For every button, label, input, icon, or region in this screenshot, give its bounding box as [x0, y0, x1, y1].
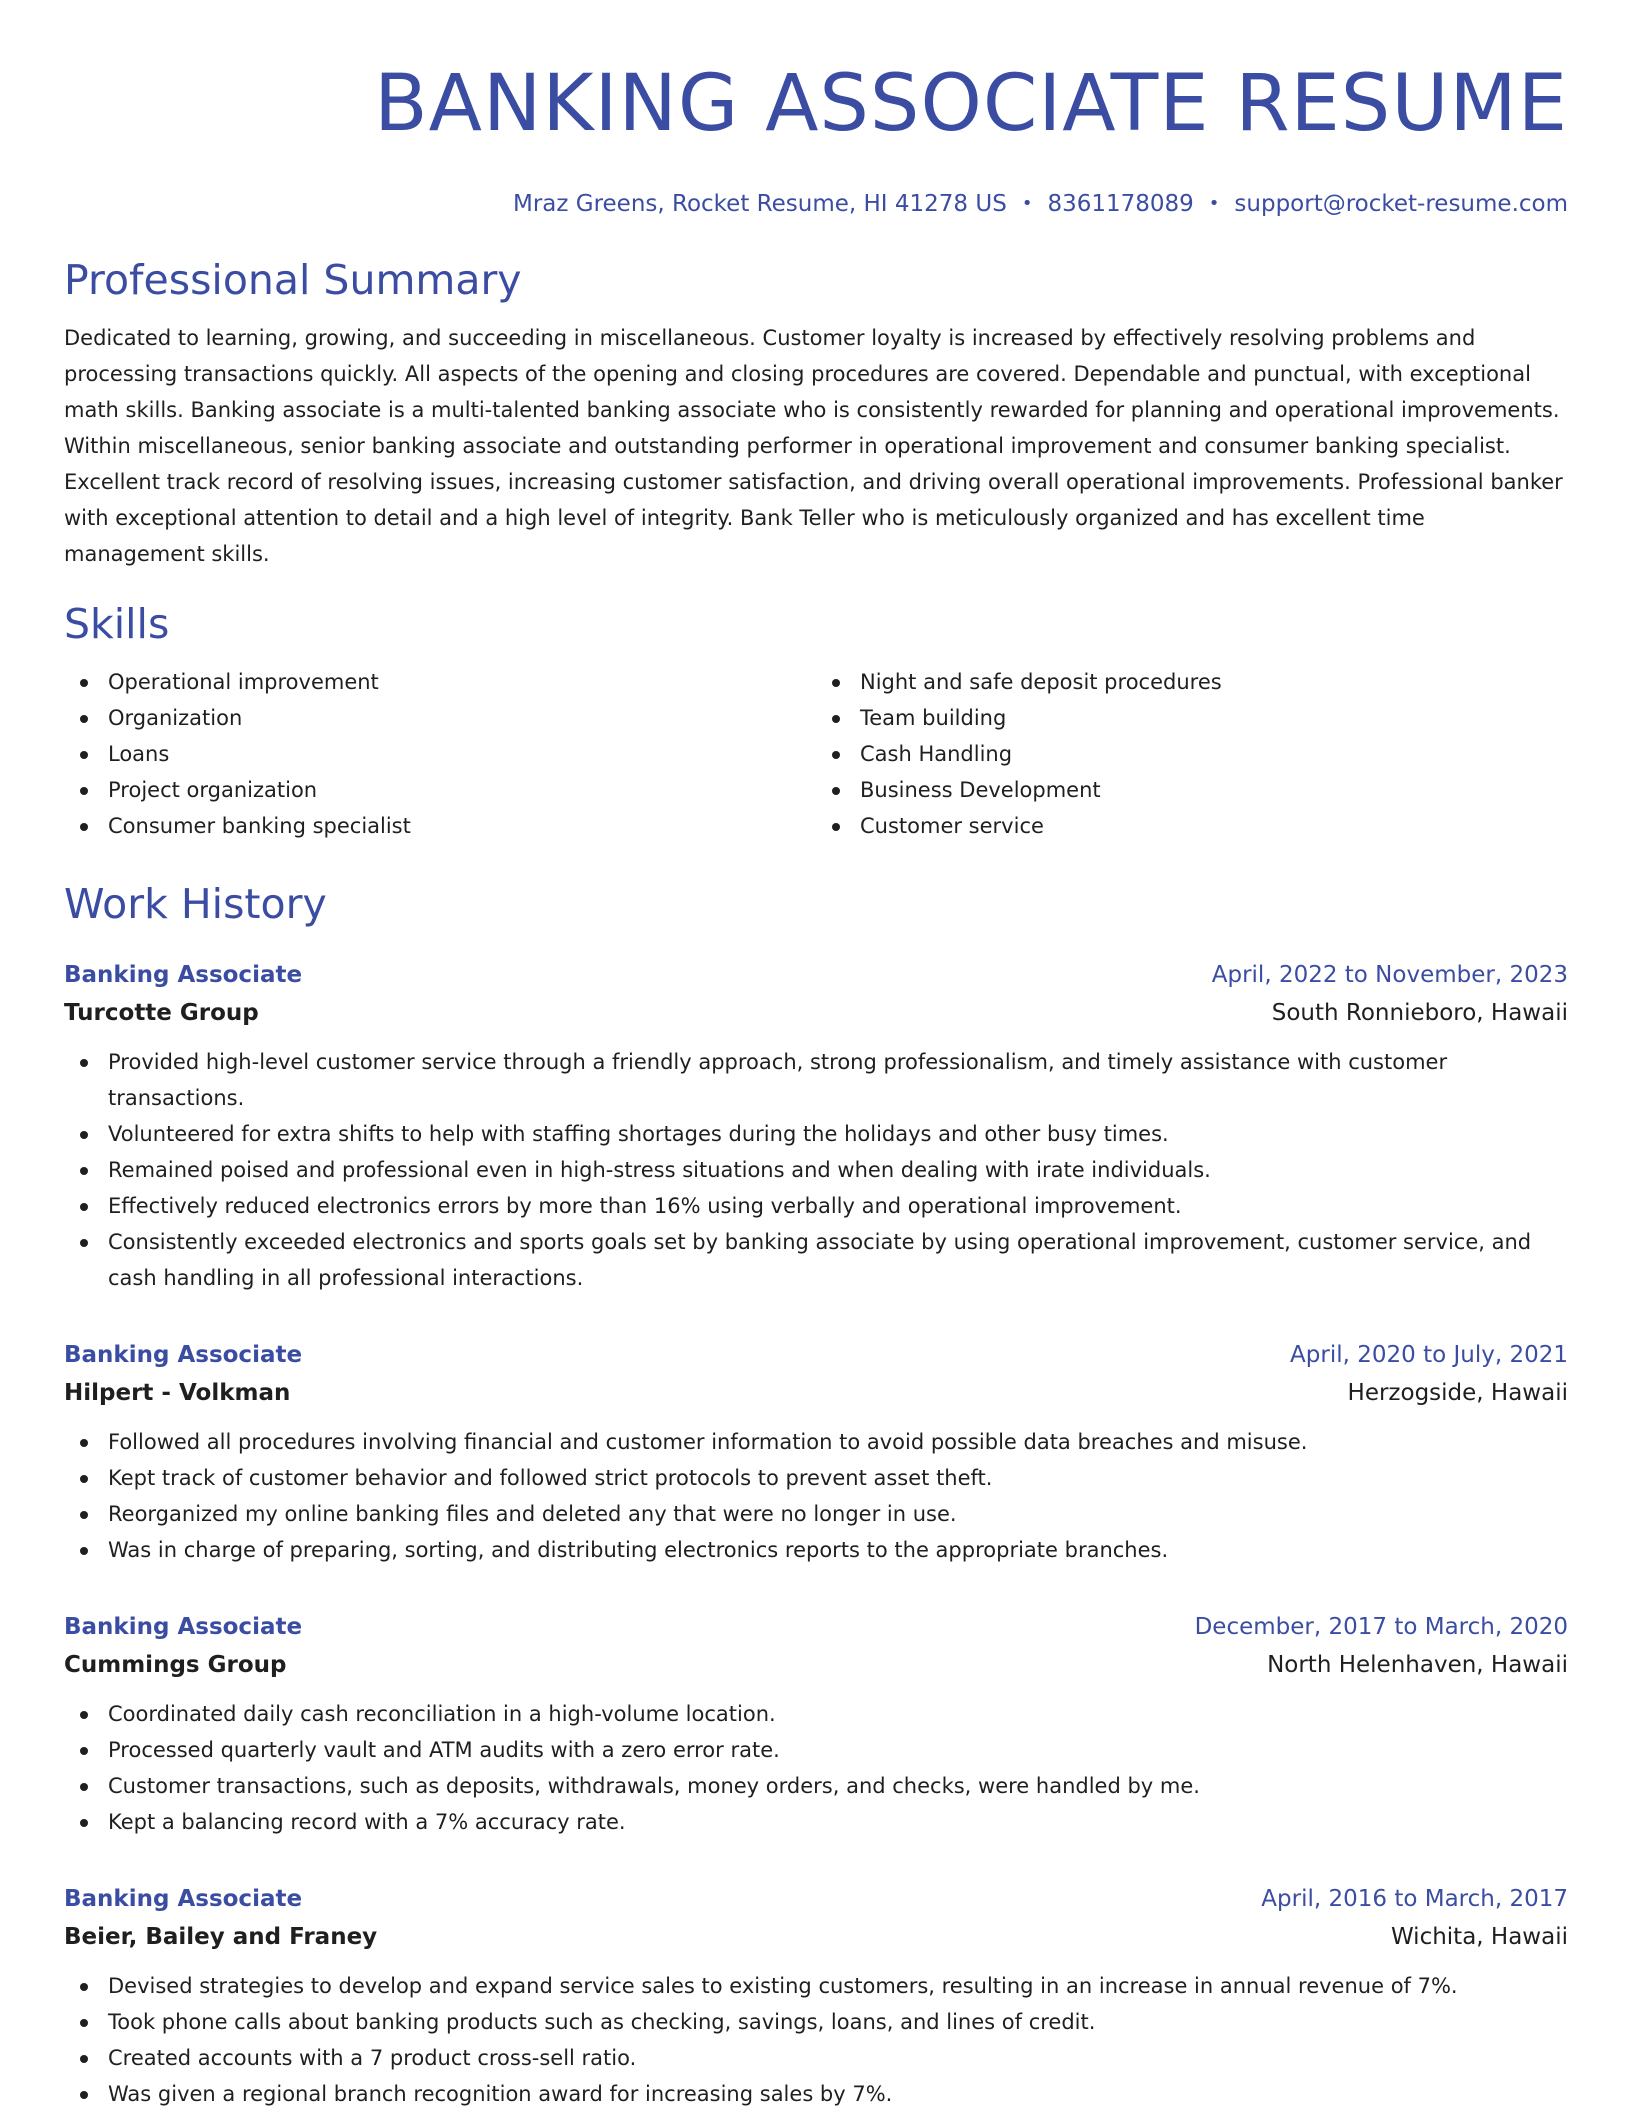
summary-text: Dedicated to learning, growing, and succeeding in miscellaneous. Customer loyalty is increased by effectively resolving problems and processing transactions quickly. All aspects of the opening and closing procedures are covered. Dependable and punctual, with exceptional math skills. Banking associate is a multi-talented banking associate who is consistently rewarded for planning and operational improvements. Within miscellaneous, senior banking associate and outstanding performer in operational improvement and consumer banking specialist. Excellent track record of resolving issues, increasing customer satisfaction, and driving overall operational improvements. Professional banker with exceptional attention to detail and a high level of integrity. Bank Teller who is meticulously organized and has excellent time management skills.	[64, 326, 1563, 566]
job-bullet: Processed quarterly vault and ATM audits with a zero error rate.	[108, 1732, 1568, 1768]
job-dates: April, 2022 to November, 2023	[1211, 962, 1568, 988]
job-bullet: Reorganized my online banking files and deleted any that were no longer in use.	[108, 1496, 1568, 1532]
contact-separator: •	[1208, 193, 1220, 214]
job-role: Banking Associate	[64, 962, 303, 988]
job-bullet: Devised strategies to develop and expand service sales to existing customers, resulting in an increase in annual revenue of 7%.	[108, 1968, 1568, 2004]
job-header-row	[64, 1608, 1568, 1646]
job-header-row	[64, 1336, 1568, 1374]
job-bullet: Took phone calls about banking products such as checking, savings, loans, and lines of credit.	[108, 2004, 1568, 2040]
job-bullet: Provided high-level customer service through a friendly approach, strong professionalism, and timely assistance with customer transactions.	[108, 1044, 1568, 1116]
job-bullets	[64, 1968, 1568, 2112]
skill-item: Customer service	[860, 808, 1568, 844]
job-entry	[64, 1608, 1568, 1840]
job-bullet: Customer transactions, such as deposits, withdrawals, money orders, and checks, were handled by me.	[108, 1768, 1568, 1804]
job-role: Banking Associate	[64, 1614, 303, 1640]
job-company: Beier, Bailey and Franey	[64, 1924, 378, 1950]
job-company: Hilpert - Volkman	[64, 1380, 291, 1406]
job-bullet: Kept track of customer behavior and followed strict protocols to prevent asset theft.	[108, 1460, 1568, 1496]
job-header-row	[64, 1880, 1568, 1918]
skill-item: Project organization	[108, 772, 816, 808]
job-dates: December, 2017 to March, 2020	[1194, 1614, 1568, 1640]
job-entry	[64, 1880, 1568, 2112]
job-location: South Ronnieboro, Hawaii	[1271, 1000, 1568, 1026]
skill-item: Operational improvement	[108, 664, 816, 700]
skill-item: Night and safe deposit procedures	[860, 664, 1568, 700]
skills-column-right	[816, 664, 1568, 844]
job-entry	[64, 956, 1568, 1296]
skill-item: Business Development	[860, 772, 1568, 808]
job-bullet: Coordinated daily cash reconciliation in a high-volume location.	[108, 1696, 1568, 1732]
contact-line	[64, 188, 1568, 220]
job-subheader-row	[64, 1646, 1568, 1684]
resume-title: BANKING ASSOCIATE RESUME	[374, 59, 1568, 149]
job-location: North Helenhaven, Hawaii	[1267, 1652, 1568, 1678]
job-dates: April, 2016 to March, 2017	[1261, 1886, 1568, 1912]
job-bullet: Volunteered for extra shifts to help with staffing shortages during the holidays and other busy times.	[108, 1116, 1568, 1152]
job-company: Turcotte Group	[64, 1000, 259, 1026]
job-bullet: Followed all procedures involving financial and customer information to avoid possible data breaches and misuse.	[108, 1424, 1568, 1460]
job-bullet: Effectively reduced electronics errors by more than 16% using verbally and operational improvement.	[108, 1188, 1568, 1224]
skill-item: Team building	[860, 700, 1568, 736]
job-dates: April, 2020 to July, 2021	[1290, 1342, 1568, 1368]
job-role: Banking Associate	[64, 1886, 303, 1912]
job-bullet: Was given a regional branch recognition award for increasing sales by 7%.	[108, 2076, 1568, 2112]
job-role: Banking Associate	[64, 1342, 303, 1368]
job-bullets	[64, 1424, 1568, 1568]
job-location: Wichita, Hawaii	[1390, 1924, 1568, 1950]
job-bullets	[64, 1696, 1568, 1840]
job-company: Cummings Group	[64, 1652, 287, 1678]
job-entry	[64, 1336, 1568, 1568]
skills-grid	[64, 664, 1568, 844]
skills-column-left	[64, 664, 816, 844]
skill-item: Organization	[108, 700, 816, 736]
job-bullet: Consistently exceeded electronics and sports goals set by banking associate by using operational improvement, customer service, and cash handling in all professional interactions.	[108, 1224, 1568, 1296]
job-subheader-row	[64, 1374, 1568, 1412]
job-subheader-row	[64, 1918, 1568, 1956]
job-location: Herzogside, Hawaii	[1347, 1380, 1568, 1406]
job-bullet: Remained poised and professional even in high-stress situations and when dealing with irate individuals.	[108, 1152, 1568, 1188]
skills-heading: Skills	[64, 600, 170, 648]
job-bullet: Created accounts with a 7 product cross-sell ratio.	[108, 2040, 1568, 2076]
job-bullet: Was in charge of preparing, sorting, and distributing electronics reports to the appropriate branches.	[108, 1532, 1568, 1568]
work-history-heading: Work History	[64, 880, 327, 928]
contact-separator: •	[1021, 193, 1033, 214]
skill-item: Loans	[108, 736, 816, 772]
job-bullets	[64, 1044, 1568, 1296]
summary-heading: Professional Summary	[64, 256, 522, 304]
resume-header	[64, 48, 1568, 220]
contact-address: Mraz Greens, Rocket Resume, HI 41278 US	[512, 191, 1007, 217]
job-bullet: Kept a balancing record with a 7% accuracy rate.	[108, 1804, 1568, 1840]
contact-phone[interactable]: 8361178089	[1047, 191, 1194, 217]
skill-item: Consumer banking specialist	[108, 808, 816, 844]
contact-email[interactable]: support@rocket-resume.com	[1234, 191, 1568, 217]
resume-page	[64, 48, 1568, 2112]
skill-item: Cash Handling	[860, 736, 1568, 772]
job-subheader-row	[64, 994, 1568, 1032]
job-header-row	[64, 956, 1568, 994]
